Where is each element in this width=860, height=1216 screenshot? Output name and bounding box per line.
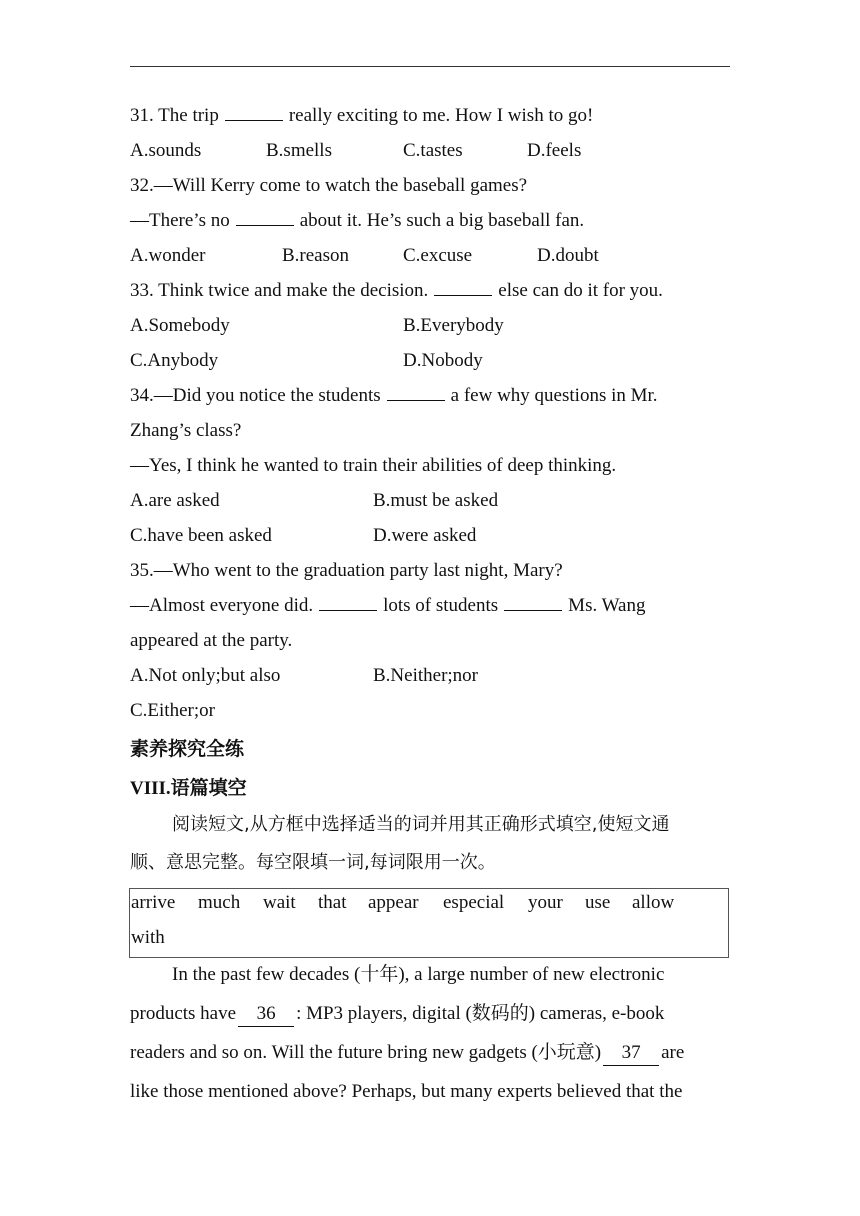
q31-stem-post: really exciting to me. How I wish to go! [288, 105, 594, 126]
q35-line3: appeared at the party. [130, 630, 293, 651]
instructions-line2: 顺、意思完整。每空限填一词,每词限用一次。 [130, 852, 496, 873]
top-rule [130, 66, 730, 67]
passage-line2-pre: products have [130, 1003, 237, 1024]
q33-option-c: C.Anybody [130, 350, 219, 371]
word-box-word: much [198, 892, 241, 913]
q35-option-b: B.Neither;nor [373, 665, 479, 686]
word-box-word: with [131, 927, 165, 948]
q34-option-b: B.must be asked [373, 490, 499, 511]
q34-option-a: A.are asked [130, 490, 220, 511]
q34-blank [387, 386, 445, 401]
section-subtitle-text: VIII.语篇填空 [130, 778, 247, 799]
q35-line1: 35.—Who went to the graduation party last night, Mary? [130, 560, 563, 581]
blank-36: 36 [238, 1002, 294, 1027]
passage-line3-post: are [661, 1042, 685, 1063]
word-box [129, 888, 729, 958]
word-box-word: appear [368, 892, 419, 913]
word-box-word: your [528, 892, 563, 913]
word-box-word: allow [632, 892, 675, 913]
word-box-word: that [318, 892, 347, 913]
passage-line3 [130, 1041, 684, 1066]
q34-line2: Zhang’s class? [130, 420, 242, 441]
q31-option-c: C.tastes [403, 140, 463, 161]
word-box-word: arrive [131, 892, 176, 913]
q33-stem-pre: 33. Think twice and make the decision. [130, 280, 429, 301]
passage-line3-pre: readers and so on. Will the future bring new gadgets (小玩意) [130, 1042, 602, 1063]
q35-stem-mid: lots of students [383, 595, 499, 616]
passage-line2 [130, 1002, 664, 1027]
word-box-word: wait [263, 892, 296, 913]
q33-option-d: D.Nobody [403, 350, 483, 371]
q34-stem-post: a few why questions in Mr. [450, 385, 658, 406]
blank-37: 37 [603, 1041, 659, 1066]
q35-blank-2 [504, 596, 562, 611]
passage-line2-post: : MP3 players, digital (数码的) cameras, e-book [296, 1003, 665, 1024]
q31-option-b: B.smells [266, 140, 332, 161]
q32-option-b: B.reason [282, 245, 350, 266]
q33-stem-post: else can do it for you. [498, 280, 663, 301]
question-35 [130, 594, 645, 618]
q31-option-d: D.feels [527, 140, 582, 161]
q35-blank-1 [319, 596, 377, 611]
question-31 [130, 104, 593, 128]
q34-option-c: C.have been asked [130, 525, 272, 546]
section-subtitle [130, 773, 247, 800]
q32-stem-pre: —There’s no [130, 210, 230, 231]
q35-option-a: A.Not only;but also [130, 665, 281, 686]
passage-line1: In the past few decades (十年), a large number of new electronic [172, 964, 665, 985]
q32-stem-post: about it. He’s such a big baseball fan. [299, 210, 585, 231]
question-32 [130, 209, 584, 233]
q31-option-a: A.sounds [130, 140, 202, 161]
q32-option-d: D.doubt [537, 245, 599, 266]
question-34 [130, 384, 658, 408]
q33-option-b: B.Everybody [403, 315, 504, 336]
question-33 [130, 279, 663, 303]
q35-option-c: C.Either;or [130, 700, 215, 721]
q33-option-a: A.Somebody [130, 315, 230, 336]
q33-blank [434, 281, 492, 296]
q35-stem-pre: —Almost everyone did. [130, 595, 314, 616]
q31-blank [225, 106, 283, 121]
q34-line3: —Yes, I think he wanted to train their abilities of deep thinking. [130, 455, 617, 476]
passage-line4: like those mentioned above? Perhaps, but many experts believed that the [130, 1081, 683, 1102]
q34-option-d: D.were asked [373, 525, 477, 546]
q34-stem-pre: 34.—Did you notice the students [130, 385, 381, 406]
q35-stem-post: Ms. Wang [568, 595, 646, 616]
q32-blank [236, 211, 294, 226]
word-box-word: use [585, 892, 611, 913]
word-box-word: especial [443, 892, 505, 913]
q32-line1: 32.—Will Kerry come to watch the baseball games? [130, 175, 528, 196]
instructions-line1: 阅读短文,从方框中选择适当的词并用其正确形式填空,使短文通 [172, 814, 670, 835]
section-title: 素养探究全练 [130, 738, 245, 760]
q32-option-a: A.wonder [130, 245, 206, 266]
q31-stem-pre: 31. The trip [130, 105, 219, 126]
q32-option-c: C.excuse [403, 245, 473, 266]
